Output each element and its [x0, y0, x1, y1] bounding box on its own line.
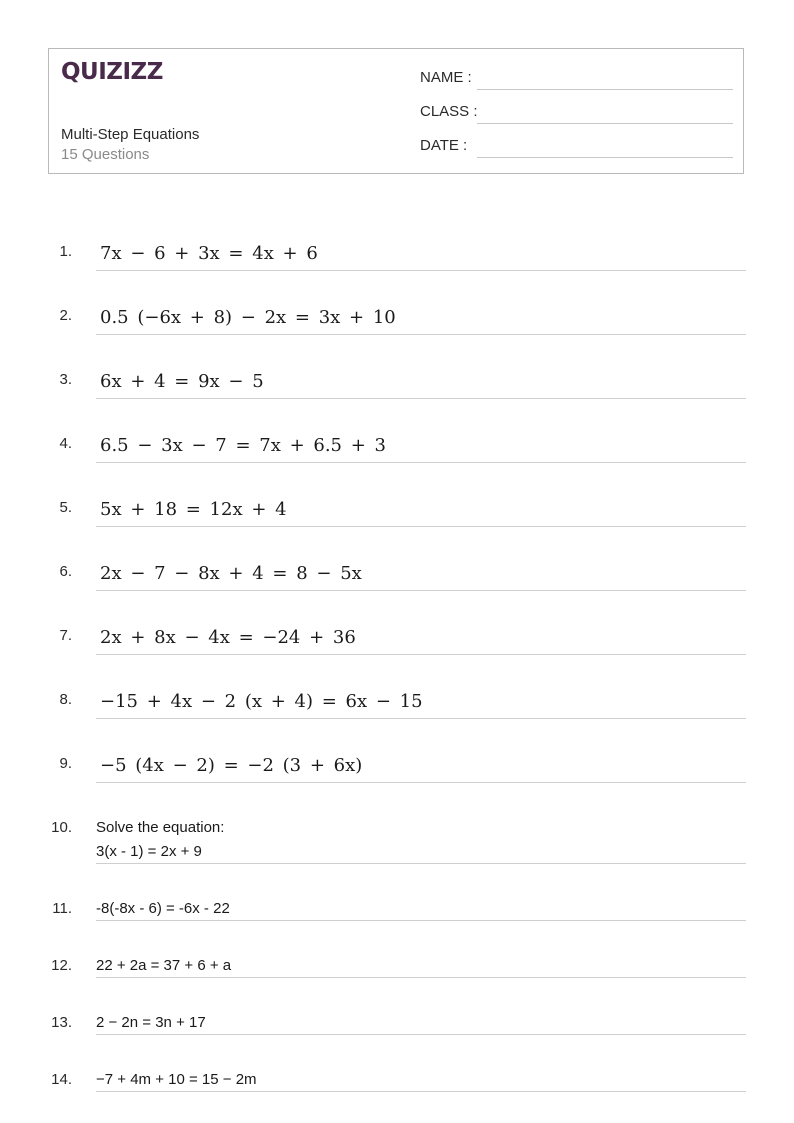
question-equation: -8(-8x - 6) = -6x - 22 — [96, 900, 230, 917]
question-equation: 6x + 4 = 9x − 5 — [100, 371, 264, 392]
answer-line — [96, 782, 746, 783]
date-line — [477, 157, 733, 158]
question-number: 7. — [59, 627, 72, 644]
answer-line — [96, 462, 746, 463]
question-prompt: Solve the equation: — [96, 819, 225, 836]
answer-line — [96, 977, 746, 978]
question-number: 11. — [52, 900, 72, 917]
class-line — [477, 123, 733, 124]
answer-line — [96, 718, 746, 719]
question-count: 15 Questions — [61, 146, 150, 163]
answer-line — [96, 1091, 746, 1092]
question-equation: 3(x - 1) = 2x + 9 — [96, 843, 202, 860]
answer-line — [96, 270, 746, 271]
question-equation: 0.5 (−6x + 8) − 2x = 3x + 10 — [100, 307, 396, 328]
question-number: 2. — [59, 307, 72, 324]
question-number: 8. — [59, 691, 72, 708]
question-number: 12. — [51, 957, 72, 974]
question-equation: 2 − 2n = 3n + 17 — [96, 1014, 206, 1031]
quizizz-logo: QUIZIZZ — [61, 59, 163, 85]
question-equation: −7 + 4m + 10 = 15 − 2m — [96, 1071, 257, 1088]
name-line — [477, 89, 733, 90]
question-equation: 7x − 6 + 3x = 4x + 6 — [100, 243, 318, 264]
question-number: 10. — [51, 819, 72, 836]
answer-line — [96, 654, 746, 655]
question-equation: −15 + 4x − 2 (x + 4) = 6x − 15 — [100, 691, 423, 712]
question-number: 6. — [59, 563, 72, 580]
question-number: 14. — [51, 1071, 72, 1088]
name-label: NAME : — [420, 69, 472, 86]
answer-line — [96, 1034, 746, 1035]
question-number: 9. — [59, 755, 72, 772]
question-equation: 2x − 7 − 8x + 4 = 8 − 5x — [100, 563, 362, 584]
question-number: 5. — [59, 499, 72, 516]
class-label: CLASS : — [420, 103, 478, 120]
answer-line — [96, 334, 746, 335]
question-number: 13. — [51, 1014, 72, 1031]
question-number: 1. — [59, 243, 72, 260]
question-number: 4. — [59, 435, 72, 452]
answer-line — [96, 920, 746, 921]
question-equation: −5 (4x − 2) = −2 (3 + 6x) — [100, 755, 363, 776]
date-label: DATE : — [420, 137, 468, 154]
question-equation: 5x + 18 = 12x + 4 — [100, 499, 287, 520]
answer-line — [96, 398, 746, 399]
question-equation: 6.5 − 3x − 7 = 7x + 6.5 + 3 — [100, 435, 386, 456]
question-equation: 22 + 2a = 37 + 6 + a — [96, 957, 232, 974]
worksheet-header — [48, 48, 744, 174]
worksheet-title: Multi-Step Equations — [61, 126, 200, 143]
answer-line — [96, 590, 746, 591]
answer-line — [96, 526, 746, 527]
question-equation: 2x + 8x − 4x = −24 + 36 — [100, 627, 356, 648]
question-number: 3. — [59, 371, 72, 388]
answer-line — [96, 863, 746, 864]
